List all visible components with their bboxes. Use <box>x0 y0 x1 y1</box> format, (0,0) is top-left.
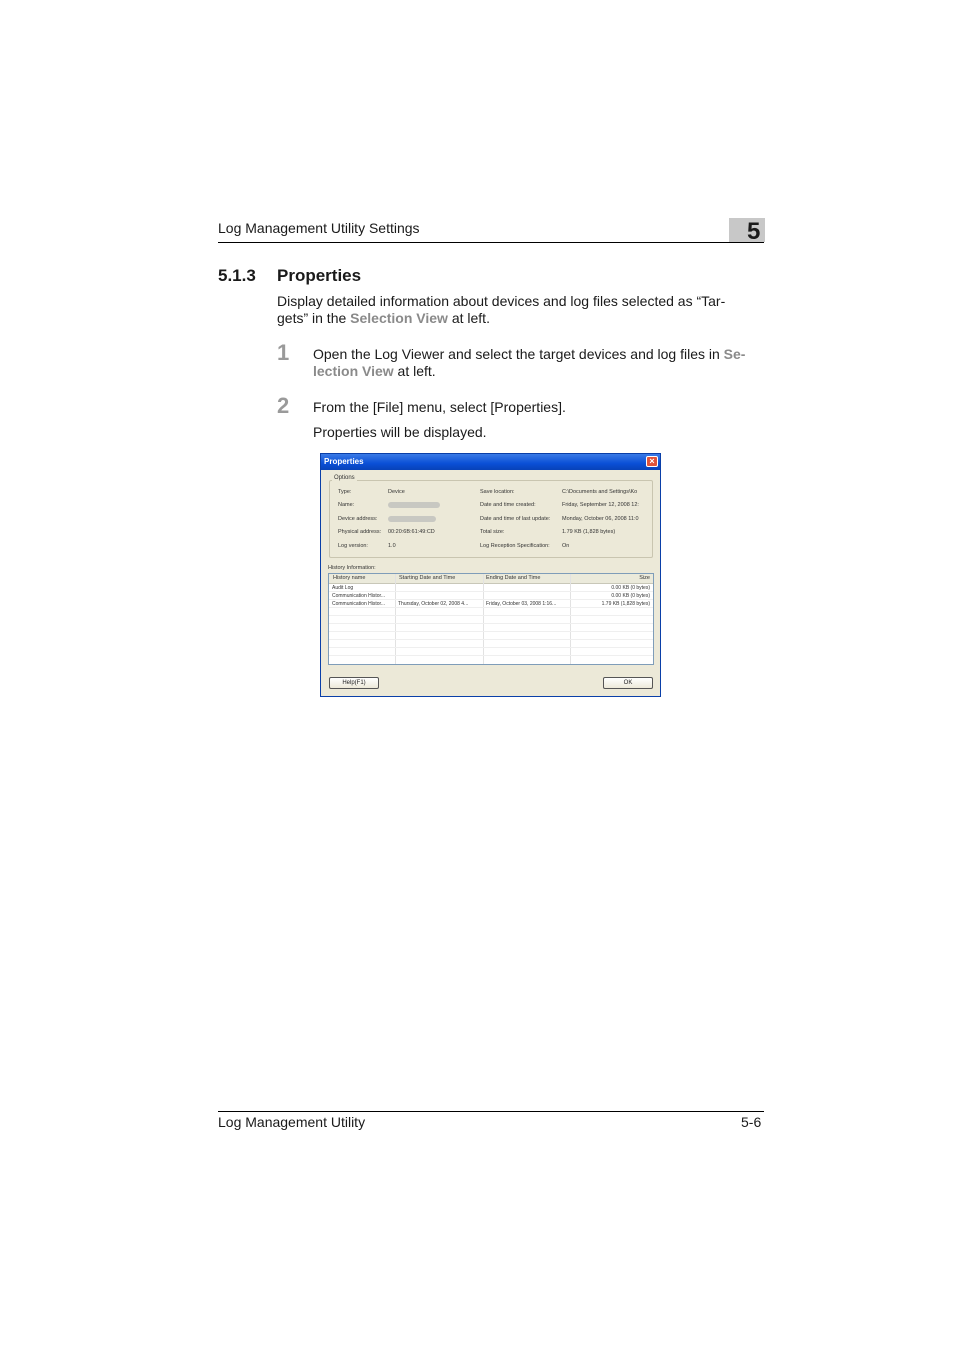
value-physical-address: 00:20:6B:61:49:CD <box>388 529 435 535</box>
intro-text: gets” in the <box>277 310 351 326</box>
row-divider <box>329 631 653 632</box>
header-rule <box>218 242 764 243</box>
value-log-reception: On <box>562 543 570 549</box>
dialog-title: Properties <box>324 457 364 466</box>
selection-view-link-step1b[interactable]: lection View <box>313 363 394 379</box>
row1-history-name[interactable]: Audit Log <box>332 585 354 591</box>
page-number: 5-6 <box>741 1114 762 1130</box>
intro-paragraph <box>277 293 725 327</box>
column-starting-date[interactable]: Starting Date and Time <box>399 575 456 581</box>
history-label: History Information: <box>328 565 376 571</box>
column-ending-date[interactable]: Ending Date and Time <box>486 575 541 581</box>
row-divider <box>329 591 653 592</box>
help-button[interactable]: Help(F1) <box>329 677 379 689</box>
col-divider <box>395 574 396 664</box>
row-divider <box>329 655 653 656</box>
label-log-reception: Log Reception Specification: <box>480 543 550 549</box>
value-device-address-blurred <box>388 516 436 522</box>
step-2-result: Properties will be displayed. <box>313 424 487 440</box>
row1-size: 0.00 KB (0 bytes) <box>611 585 650 591</box>
col-divider <box>483 574 484 664</box>
section-title: Properties <box>277 266 362 285</box>
selection-view-link[interactable]: Selection View <box>350 310 448 326</box>
row-divider <box>329 647 653 648</box>
footer-rule <box>218 1111 764 1112</box>
label-total-size: Total size: <box>480 529 505 535</box>
label-physical-address: Physical address: <box>338 529 382 535</box>
value-save-location: C:\Documents and Settings\Ko <box>562 489 638 495</box>
properties-dialog <box>320 453 661 697</box>
step-1-line-2 <box>313 363 745 380</box>
row2-history-name[interactable]: Communication Histor... <box>332 593 386 599</box>
step-number-1: 1 <box>277 340 290 365</box>
intro-line-2 <box>277 310 725 327</box>
value-date-created: Friday, September 12, 2008 12: <box>562 502 639 508</box>
label-name: Name: <box>338 502 355 508</box>
value-type: Device <box>388 489 405 495</box>
dialog-title-bar[interactable] <box>321 454 660 470</box>
value-name-blurred <box>388 502 440 508</box>
ok-button[interactable]: OK <box>603 677 653 689</box>
section-number: 5.1.3 <box>218 266 256 285</box>
close-icon: × <box>649 456 655 466</box>
options-legend: Options <box>334 475 355 481</box>
row-divider <box>329 615 653 616</box>
label-save-location: Save location: <box>480 489 515 495</box>
row3-starting-date: Thursday, October 02, 2008 4... <box>398 601 469 607</box>
label-device-address: Device address: <box>338 516 378 522</box>
running-header: Log Management Utility Settings <box>218 220 420 236</box>
intro-text-end: at left. <box>447 310 490 326</box>
row3-history-name[interactable]: Communication Histor... <box>332 601 386 607</box>
chapter-number: 5 <box>747 218 761 245</box>
row-divider <box>329 607 653 608</box>
label-date-created: Date and time created: <box>480 502 536 508</box>
footer-title: Log Management Utility <box>218 1114 366 1130</box>
value-total-size: 1.79 KB (1,828 bytes) <box>562 529 616 535</box>
row3-size: 1.79 KB (1,828 bytes) <box>601 601 650 607</box>
step-1-text-start: Open the Log Viewer and select the target devices and log files in <box>313 346 724 362</box>
selection-view-link-step1a[interactable]: Se- <box>723 346 746 362</box>
column-size[interactable]: Size <box>639 575 650 581</box>
history-table[interactable] <box>328 573 654 665</box>
row-divider <box>329 623 653 624</box>
col-divider <box>570 574 571 664</box>
value-date-updated: Monday, October 06, 2008 11:0 <box>562 516 639 522</box>
step-2-text: From the [File] menu, select [Properties]. <box>313 399 566 415</box>
value-log-version: 1.0 <box>388 543 396 549</box>
column-history-name[interactable]: History name <box>333 575 366 581</box>
row-divider <box>329 639 653 640</box>
label-date-updated: Date and time of last update: <box>480 516 551 522</box>
intro-line-1: Display detailed information about devices and log files selected as “Tar- <box>277 293 726 309</box>
step-1-line-1 <box>313 346 745 363</box>
row3-ending-date: Friday, October 03, 2008 1:16... <box>486 601 557 607</box>
close-button[interactable] <box>646 456 658 467</box>
step-1-text-end: at left. <box>393 363 436 379</box>
step-1-text <box>313 346 745 380</box>
row-divider <box>329 599 653 600</box>
row2-size: 0.00 KB (0 bytes) <box>611 593 650 599</box>
label-log-version: Log version: <box>338 543 368 549</box>
step-number-2: 2 <box>277 393 290 418</box>
label-type: Type: <box>338 489 352 495</box>
